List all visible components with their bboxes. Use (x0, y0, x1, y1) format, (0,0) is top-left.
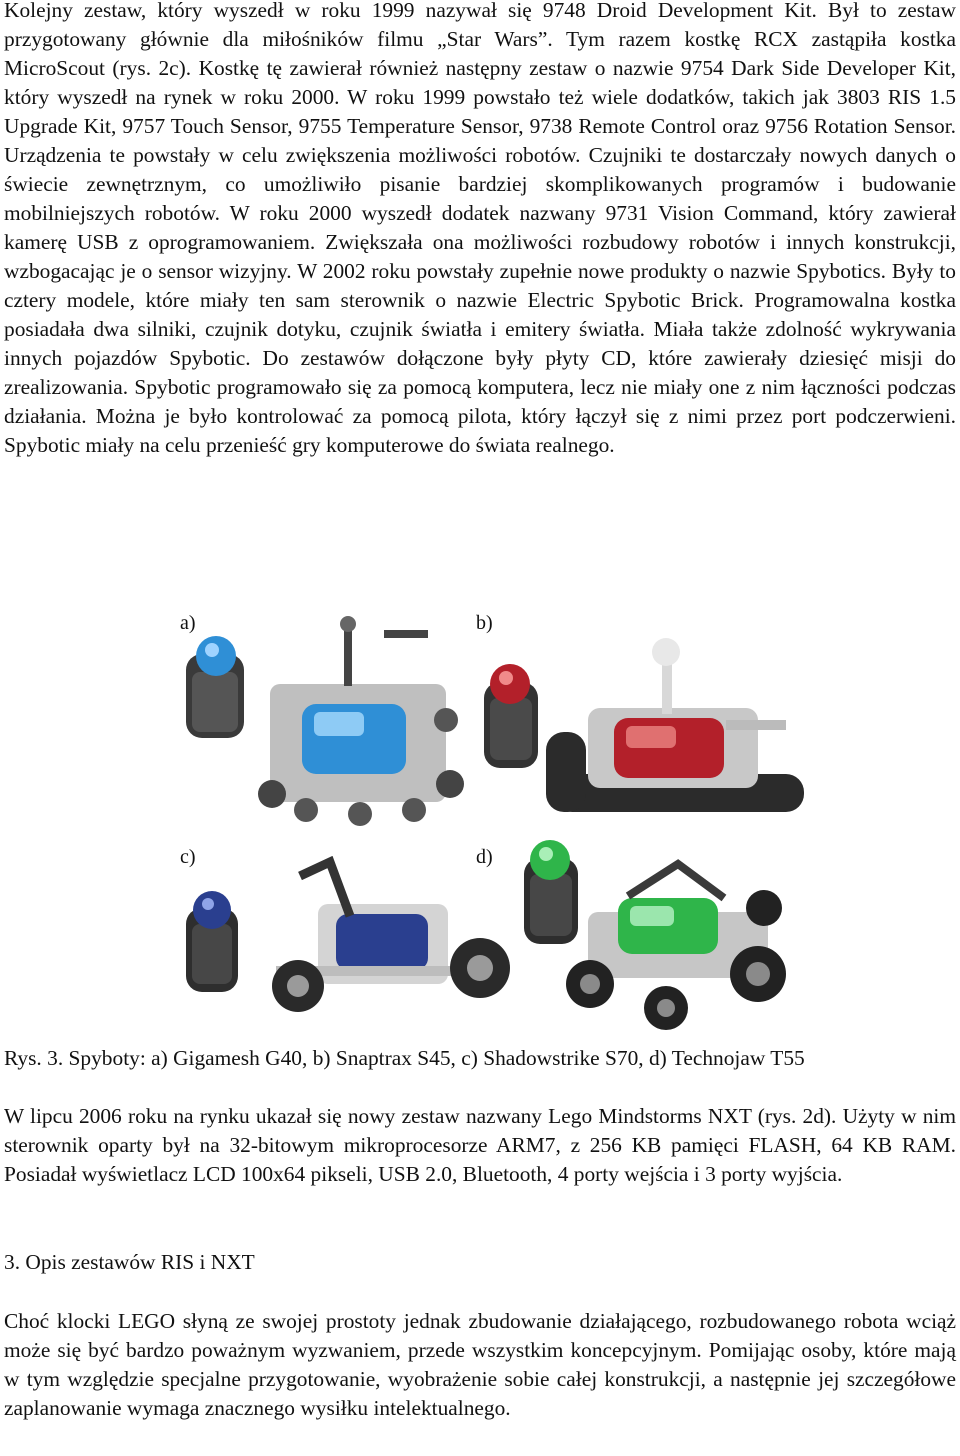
figure-label-c: c) (180, 846, 196, 868)
section-heading: 3. Opis zestawów RIS i NXT (4, 1250, 255, 1274)
gigamesh-g40-image (174, 616, 474, 826)
figure-label-d: d) (476, 846, 493, 868)
shadowstrike-s70-image (180, 856, 520, 1036)
figure-caption: Rys. 3. Spyboty: a) Gigamesh G40, b) Snaptrax S45, c) Shadowstrike S70, d) Technojaw T55 (4, 1046, 805, 1070)
figure-spybots (4, 600, 956, 1040)
paragraph-spybotics-history: Kolejny zestaw, który wyszedł w roku 1999 nazywał się 9748 Droid Development Kit. Był to zestaw przygotowany głównie dla miłośników filmu „Star Wars”. Tym razem kostkę RCX zastąpiła kostka MicroScout (rys. 2c). Kostkę tę zawierał również następny zestaw o nazwie 9754 Dark Side Developer Kit, który wyszedł na rynek w roku 2000. W roku 1999 powstało też wiele dodatków, takich jak 3803 RIS 1.5 Upgrade Kit, 9757 Touch Sensor, 9755 Temperature Sensor, 9738 Remote Control oraz 9756 Rotation Sensor. Urządzenia te powstały w celu zwiększenia możliwości robotów. Czujniki te dostarczały nowych danych o świecie zewnętrznym, co umożliwiło pisanie bardziej skomplikowanych programów i budowanie mobilniejszych robotów. W roku 2000 wyszedł dodatek nazwany 9731 Vision Command, który zawierał kamerę USB z oprogramowaniem. Zwiększała ona możliwości rozbudowy robotów i innych konstrukcji, wzbogacając je o sensor wizyjny. W 2002 roku powstały zupełnie nowe produkty o nazwie Spybotics. Były to cztery modele, które miały ten sam sterownik o nazwie Electric Spybotic Brick. Programowalna kostka posiadała dwa silniki, czujnik dotyku, czujnik światła i emitery światła. Miała także zdolność wykrywania innych pojazdów Spybotic. Do zestawów dołączone były płyty CD, które zawierały dziesięć misji do zrealizowania. Spybotic programowało się za pomocą komputera, lecz nie miały one z nim łączności podczas działania. Można je było kontrolować za pomocą pilota, który łączył się z nimi przez port podczerwieni. Spybotic miały na celu przenieść gry komputerowe do świata realnego. (4, 0, 956, 457)
paragraph-lego-complexity: Choć klocki LEGO słyną ze swojej prostoty jednak zbudowanie działającego, rozbudowanego robota wciąż może się być bardzo poważnym wyzwaniem, przede wszystkim koncepcyjnym. Pomijając osoby, które mają w tym względzie specjalne przygotowanie, wyobrażenie sobie całej konstrukcji, a następnie jej szczegółowe zaplanowanie wymaga znacznego wysiłku intelektualnego. (4, 1309, 956, 1420)
figure-label-a: a) (180, 612, 196, 634)
paragraph-nxt: W lipcu 2006 roku na rynku ukazał się nowy zestaw nazwany Lego Mindstorms NXT (rys. 2d). Użyty w nim sterownik oparty był na 32-bitowym mikroprocesorze ARM7, z 256 KB pamięci FLASH, 64 KB RAM. Posiadał wyświetlacz LCD 100x64 pikseli, USB 2.0, Bluetooth, 4 porty wejścia i 3 porty wyjścia. (4, 1104, 956, 1186)
snaptrax-s45-image (476, 636, 806, 836)
figure-label-b: b) (476, 612, 493, 634)
technojaw-t55-image (478, 828, 808, 1034)
